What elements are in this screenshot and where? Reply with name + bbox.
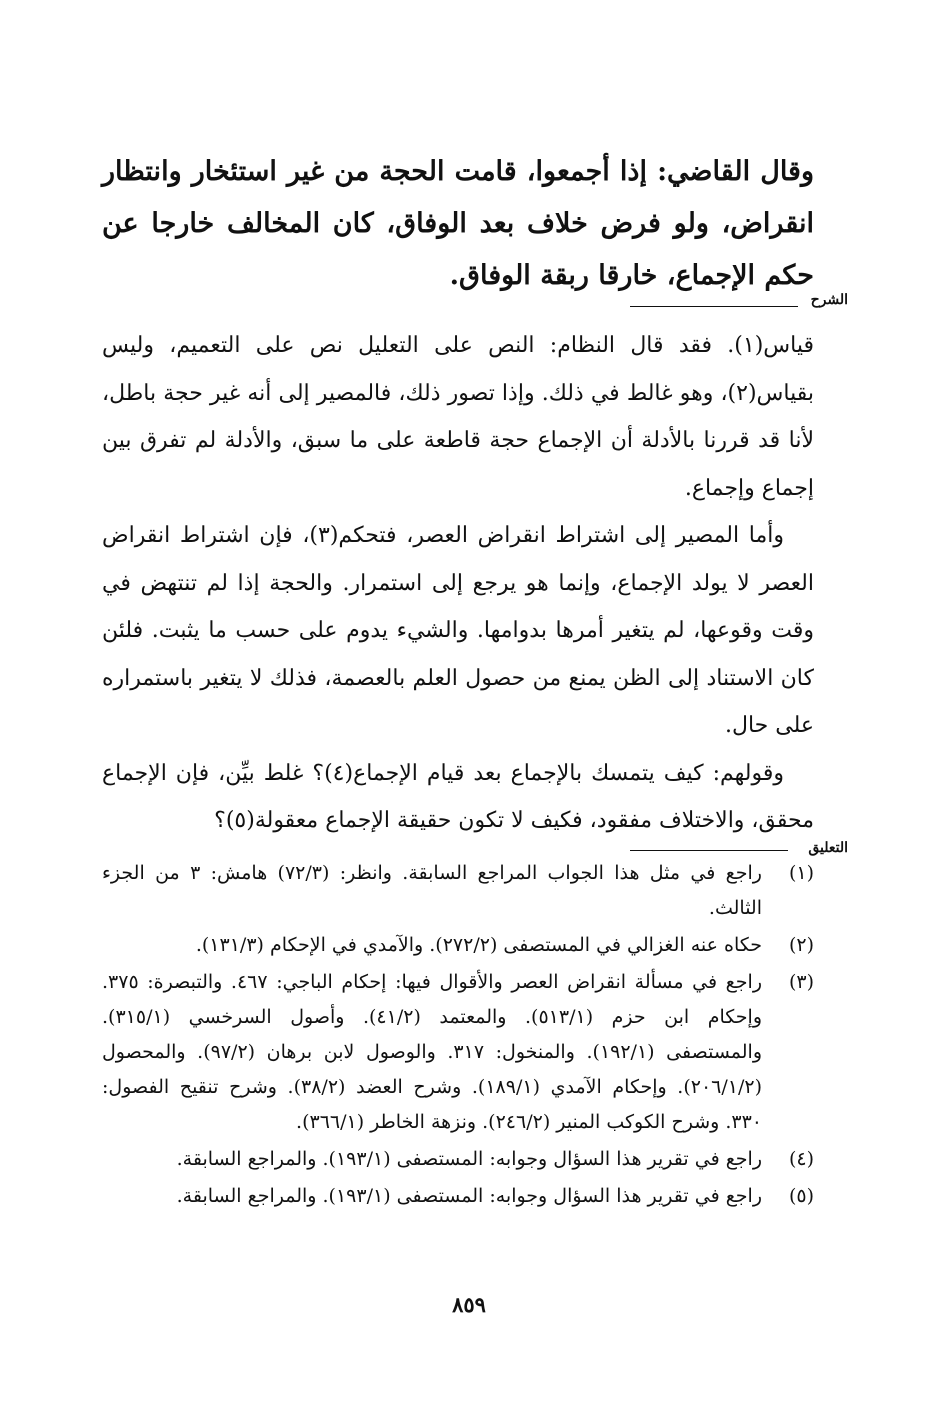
footnote-number: (٥) (788, 1185, 814, 1207)
main-text: وقال القاضي: إذا أجمعوا، قامت الحجة من غير استئخار وانتظار انقراض، ولو فرض خلاف بعد الوفاق، كان المخالف خارجا عن حكم الإجماع، خارقا ربقة الوفاق. (102, 156, 814, 291)
commentary-block (102, 322, 814, 845)
main-text-block (102, 146, 814, 302)
commentary-paragraph-3: وقولهم: كيف يتمسك بالإجماع بعد قيام الإجماع(٤)؟ غلط بيِّن، فإن الإجماع محقق، والاختلاف مفقود، فكيف لا تكون حقيقة الإجماع معقولة(٥)؟ (102, 760, 814, 833)
footnote-number: (٣) (788, 971, 814, 993)
footnote-text: راجع في مثل هذا الجواب المراجع السابقة. وانظر: (٧٢/٣) هامش: ٣ من الجزء الثالث. (102, 862, 762, 919)
commentary-section-label: الشرح (810, 292, 848, 308)
footnote-text: راجع في تقرير هذا السؤال وجوابه: المستصفى (١٩٣/١). والمراجع السابقة. (176, 1185, 762, 1207)
footnote-item (102, 965, 814, 1140)
footnote-item (102, 1179, 814, 1214)
notes-divider (630, 850, 788, 851)
footnotes-block (102, 856, 814, 1216)
page-number: ٨٥٩ (452, 1292, 486, 1317)
commentary-paragraph-1: قياس(١). فقد قال النظام: النص على التعليل نص على التعميم، وليس بقياس(٢)، وهو غالط في ذلك. وإذا تصور ذلك، فالمصير إلى أنه غير حجة باطل، لأنا قد قررنا بالأدلة أن الإجماع حجة قاطعة على ما سبق، والأدلة لم تفرق بين إجماع وإجماع. (102, 333, 814, 501)
footnote-number: (٢) (788, 934, 814, 956)
footnote-text: راجع في تقرير هذا السؤال وجوابه: المستصفى (١٩٣/١). والمراجع السابقة. (176, 1148, 762, 1170)
footnote-item (102, 928, 814, 963)
footnote-number: (٤) (788, 1148, 814, 1170)
commentary-divider (630, 306, 798, 307)
commentary-paragraph-2: وأما المصير إلى اشتراط انقراض العصر، فتحكم(٣)، فإن اشتراط انقراض العصر لا يولد الإجماع، وإنما هو يرجع إلى استمرار. والحجة إذا لم تنتهض في وقت وقوعها، لم يتغير أمرها بدوامها. والشيء يدوم على حسب ما يثبت. فلئن كان الاستناد إلى الظن يمنع من حصول العلم بالعصمة، فذلك لا يتغير باستمراره على حال. (102, 523, 814, 738)
footnote-number: (١) (788, 862, 814, 884)
footnote-item (102, 856, 814, 926)
footnote-item (102, 1142, 814, 1177)
notes-section-label: التعليق (808, 840, 848, 856)
footnote-text: راجع في مسألة انقراض العصر والأقوال فيها: إحكام الباجي: ٤٦٧. والتبصرة: ٣٧٥. وإحكام ابن حزم (٥١٣/١). والمعتمد (٤١/٢). وأصول السرخسي (٣١٥/١). والمستصفى (١٩٢/١). والمنخول: ٣١٧. والوصول لابن برهان (٩٧/٢). والمحصول (٢٠٦/١/٢). وإحكام الآمدي (١٨٩/١). وشرح العضد (٣٨/٢). وشرح تنقيح الفصول: ٣٣٠. وشرح الكوكب المنير (٢٤٦/٢). ونزهة الخاطر (٣٦٦/١). (102, 971, 763, 1133)
footnote-text: حكاه عنه الغزالي في المستصفى (٢٧٢/٢). والآمدي في الإحكام (١٣١/٣). (195, 934, 762, 956)
